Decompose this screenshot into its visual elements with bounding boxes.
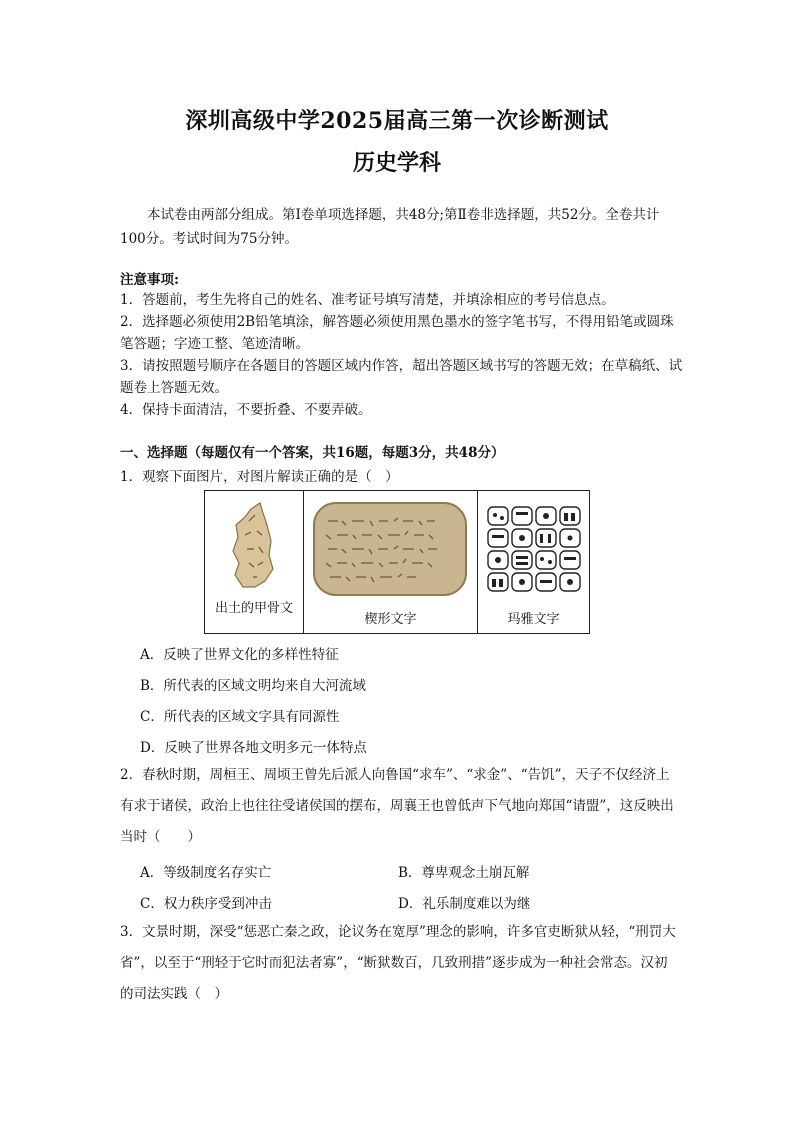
exam-title: 深圳高级中学2025届高三第一次诊断测试 (185, 108, 609, 134)
question-3-stem: 3．文景时期，深受“惩恶亡秦之政，论议务在宽厚”理念的影响，许多官吏断狱从轻，“刑罚大省”，以至于“刑轻于它时而犯法者寡”，“断狱数百，几致刑措”逐步成为一种社会常态。汉初的司法实践（ ） (120, 924, 676, 1002)
maya-glyphs-image (478, 491, 589, 603)
question-1-option-d[interactable]: D．反映了世界各地文明多元一体特点 (140, 740, 367, 756)
question-1-stem: 1．观察下面图片，对图片解读正确的是（ ） (120, 469, 399, 485)
notes-heading: 注意事项: (120, 272, 179, 288)
question-2-option-d[interactable]: D．礼乐制度难以为继 (398, 896, 531, 912)
subject-title: 历史学科 (352, 150, 441, 176)
note-item: 3．请按照题号顺序在各题目的答题区域内作答，超出答题区域书写的答题无效；在草稿纸、试题卷上答题无效。 (120, 358, 683, 396)
question-2-option-c[interactable]: C．权力秩序受到冲击 (140, 896, 272, 912)
question-1-figure-table (204, 490, 590, 634)
question-2-stem: 2．春秋时期，周桓王、周顷王曾先后派人向鲁国“求车”、“求金”、“告饥”，天子不仅经济上有求于诸侯，政治上也往往受诸侯国的摆布，周襄王也曾低声下气地向郑国“请盟”，这反映出当时（ ） (120, 767, 674, 845)
question-2-option-a[interactable]: A．等级制度名存实亡 (140, 865, 272, 881)
note-item: 2．选择题必须使用2B铅笔填涂，解答题必须使用黑色墨水的签字笔书写，不得用铅笔或圆珠笔答题；字迹工整、笔迹清晰。 (120, 314, 674, 352)
cuneiform-tablet-image (304, 491, 478, 603)
figure-caption: 楔形文字 (364, 612, 417, 627)
question-2-option-b[interactable]: B．尊卑观念土崩瓦解 (398, 865, 530, 881)
question-1-option-b[interactable]: B．所代表的区域文明均来自大河流域 (140, 678, 366, 694)
figure-cell-oracle-bone (205, 491, 304, 633)
exam-intro: 本试卷由两部分组成。第Ⅰ卷单项选择题，共48分;第Ⅱ卷非选择题，共52分。全卷共计100分。考试时间为75分钟。 (120, 207, 660, 247)
section-heading: 一、选择题（每题仅有一个答案，共16题，每题3分，共48分） (120, 445, 505, 461)
note-item: 4．保持卡面清洁，不要折叠、不要弄破。 (120, 402, 372, 418)
oracle-bone-image (205, 491, 304, 591)
figure-caption: 玛雅文字 (507, 612, 560, 627)
notes-list (120, 289, 685, 421)
question-1-option-a[interactable]: A．反映了世界文化的多样性特征 (140, 647, 339, 663)
figure-caption: 出土的甲骨文 (214, 601, 293, 616)
note-item: 1．答题前，考生先将自己的姓名、准考证号填写清楚，并填涂相应的考号信息点。 (120, 292, 615, 308)
figure-cell-maya (478, 491, 589, 633)
figure-cell-cuneiform (304, 491, 478, 633)
question-1-option-c[interactable]: C．所代表的区域文字具有同源性 (140, 709, 340, 725)
